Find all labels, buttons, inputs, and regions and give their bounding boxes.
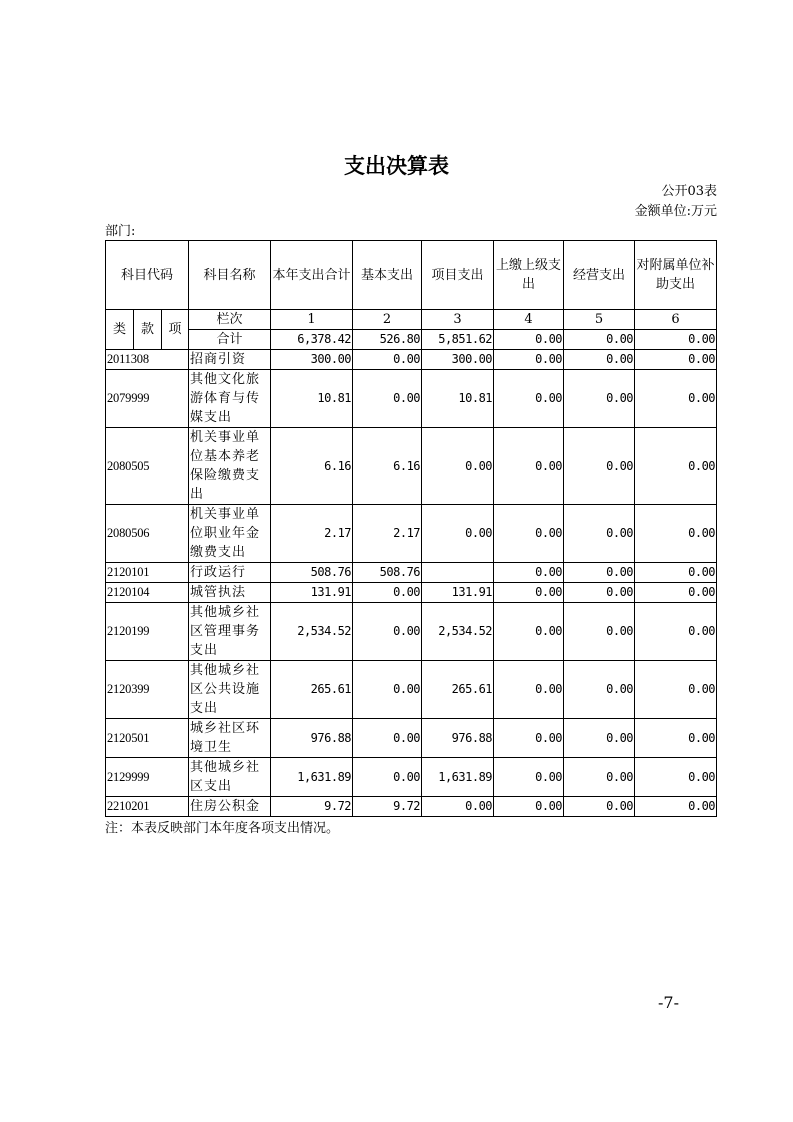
- subject-name: 招商引资: [189, 350, 271, 370]
- table-row: [106, 370, 717, 428]
- column-number: 5: [564, 310, 635, 330]
- subject-name: 机关事业单位职业年金缴费支出: [189, 505, 271, 563]
- amount-cell: 976.88: [422, 719, 494, 758]
- total-label: 合计: [189, 330, 271, 350]
- subject-name: 其他城乡社区公共设施支出: [189, 661, 271, 719]
- header-col6: 对附属单位补助支出: [635, 241, 717, 310]
- page-title: 支出决算表: [344, 154, 449, 178]
- amount-cell: 6.16: [353, 428, 422, 505]
- header-subject-code: 科目代码: [106, 241, 189, 310]
- table-row: [106, 563, 717, 583]
- subject-name: 机关事业单位基本养老保险缴费支出: [189, 428, 271, 505]
- amount-cell: 0.00: [564, 719, 635, 758]
- amount-cell: 2,534.52: [422, 603, 494, 661]
- total-value: 0.00: [564, 330, 635, 350]
- amount-cell: 0.00: [494, 505, 564, 563]
- subject-code: 2129999: [106, 758, 189, 797]
- table-code-label: 公开03表: [661, 184, 717, 199]
- amount-cell: 0.00: [635, 370, 717, 428]
- subject-code: 2079999: [106, 370, 189, 428]
- amount-cell: 0.00: [635, 661, 717, 719]
- subject-name: 其他文化旅游体育与传媒支出: [189, 370, 271, 428]
- amount-cell: 0.00: [494, 603, 564, 661]
- amount-cell: 0.00: [564, 563, 635, 583]
- total-row: [106, 330, 717, 350]
- subject-name: 住房公积金: [189, 797, 271, 817]
- column-number: 6: [635, 310, 717, 330]
- amount-cell: 0.00: [564, 758, 635, 797]
- amount-cell: 265.61: [271, 661, 353, 719]
- header-subject-name: 科目名称: [189, 241, 271, 310]
- amount-cell: 0.00: [494, 563, 564, 583]
- amount-cell: 6.16: [271, 428, 353, 505]
- subject-code: 2120399: [106, 661, 189, 719]
- page-number: -7-: [658, 993, 679, 1012]
- amount-cell: 0.00: [564, 370, 635, 428]
- table-row: [106, 428, 717, 505]
- amount-cell: 9.72: [353, 797, 422, 817]
- header-lei: 类: [106, 310, 134, 350]
- total-value: 0.00: [635, 330, 717, 350]
- amount-cell: 2.17: [271, 505, 353, 563]
- table-row: [106, 719, 717, 758]
- column-number: 2: [353, 310, 422, 330]
- subject-code: 2011308: [106, 350, 189, 370]
- amount-cell: 0.00: [635, 563, 717, 583]
- amount-cell: 10.81: [271, 370, 353, 428]
- header-col1: 本年支出合计: [271, 241, 353, 310]
- expenditure-table: [105, 240, 717, 817]
- amount-cell: 0.00: [494, 370, 564, 428]
- amount-cell: 0.00: [635, 719, 717, 758]
- header-lanci: 栏次: [189, 310, 271, 330]
- header-col4: 上缴上级支出: [494, 241, 564, 310]
- total-value: 526.80: [353, 330, 422, 350]
- amount-cell: 131.91: [271, 583, 353, 603]
- column-number: 4: [494, 310, 564, 330]
- amount-cell: 0.00: [635, 583, 717, 603]
- amount-cell: 0.00: [564, 583, 635, 603]
- amount-cell: 0.00: [564, 797, 635, 817]
- column-number: 3: [422, 310, 494, 330]
- amount-cell: 0.00: [353, 583, 422, 603]
- amount-cell: 0.00: [494, 583, 564, 603]
- amount-cell: 0.00: [353, 758, 422, 797]
- amount-cell: 0.00: [422, 428, 494, 505]
- amount-cell: 0.00: [564, 505, 635, 563]
- amount-cell: 0.00: [635, 797, 717, 817]
- amount-cell: 0.00: [353, 719, 422, 758]
- amount-cell: 0.00: [494, 719, 564, 758]
- amount-cell: 2.17: [353, 505, 422, 563]
- header-col2: 基本支出: [353, 241, 422, 310]
- amount-cell: 0.00: [353, 661, 422, 719]
- subject-name: 城乡社区环境卫生: [189, 719, 271, 758]
- amount-cell: 0.00: [494, 797, 564, 817]
- header-row: [106, 241, 717, 310]
- header-xiang: 项: [162, 310, 189, 350]
- total-value: 6,378.42: [271, 330, 353, 350]
- table-row: [106, 583, 717, 603]
- amount-cell: 0.00: [494, 758, 564, 797]
- amount-cell: 2,534.52: [271, 603, 353, 661]
- table-row: [106, 758, 717, 797]
- amount-cell: 508.76: [271, 563, 353, 583]
- amount-cell: 0.00: [635, 350, 717, 370]
- table-row: [106, 797, 717, 817]
- subject-code: 2210201: [106, 797, 189, 817]
- subject-code: 2120104: [106, 583, 189, 603]
- subject-code: 2080505: [106, 428, 189, 505]
- table-row: [106, 603, 717, 661]
- amount-cell: 131.91: [422, 583, 494, 603]
- column-number-row: [106, 310, 717, 330]
- unit-label: 金额单位:万元: [634, 204, 717, 219]
- table-row: [106, 661, 717, 719]
- amount-cell: 0.00: [635, 758, 717, 797]
- amount-cell: 976.88: [271, 719, 353, 758]
- amount-cell: 0.00: [564, 661, 635, 719]
- amount-cell: 1,631.89: [422, 758, 494, 797]
- amount-cell: 0.00: [564, 428, 635, 505]
- amount-cell: 0.00: [494, 661, 564, 719]
- amount-cell: 0.00: [635, 505, 717, 563]
- amount-cell: 508.76: [353, 563, 422, 583]
- amount-cell: 0.00: [494, 428, 564, 505]
- table-row: [106, 350, 717, 370]
- amount-cell: 0.00: [353, 603, 422, 661]
- amount-cell: 0.00: [564, 350, 635, 370]
- amount-cell: [422, 563, 494, 583]
- amount-cell: 0.00: [564, 603, 635, 661]
- amount-cell: 0.00: [635, 603, 717, 661]
- amount-cell: 300.00: [422, 350, 494, 370]
- amount-cell: 0.00: [494, 350, 564, 370]
- subject-name: 其他城乡社区支出: [189, 758, 271, 797]
- amount-cell: 10.81: [422, 370, 494, 428]
- amount-cell: 9.72: [271, 797, 353, 817]
- total-value: 5,851.62: [422, 330, 494, 350]
- subject-code: 2120199: [106, 603, 189, 661]
- subject-code: 2120101: [106, 563, 189, 583]
- amount-cell: 0.00: [635, 428, 717, 505]
- amount-cell: 0.00: [422, 505, 494, 563]
- amount-cell: 1,631.89: [271, 758, 353, 797]
- subject-name: 行政运行: [189, 563, 271, 583]
- subject-name: 城管执法: [189, 583, 271, 603]
- subject-name: 其他城乡社区管理事务支出: [189, 603, 271, 661]
- header-col5: 经营支出: [564, 241, 635, 310]
- total-value: 0.00: [494, 330, 564, 350]
- table-note: 注：本表反映部门本年度各项支出情况。: [105, 821, 340, 836]
- header-col3: 项目支出: [422, 241, 494, 310]
- department-label: 部门:: [105, 224, 136, 239]
- amount-cell: 265.61: [422, 661, 494, 719]
- subject-code: 2080506: [106, 505, 189, 563]
- table-row: [106, 505, 717, 563]
- column-number: 1: [271, 310, 353, 330]
- header-kuan: 款: [134, 310, 162, 350]
- amount-cell: 300.00: [271, 350, 353, 370]
- amount-cell: 0.00: [353, 350, 422, 370]
- amount-cell: 0.00: [353, 370, 422, 428]
- amount-cell: 0.00: [422, 797, 494, 817]
- subject-code: 2120501: [106, 719, 189, 758]
